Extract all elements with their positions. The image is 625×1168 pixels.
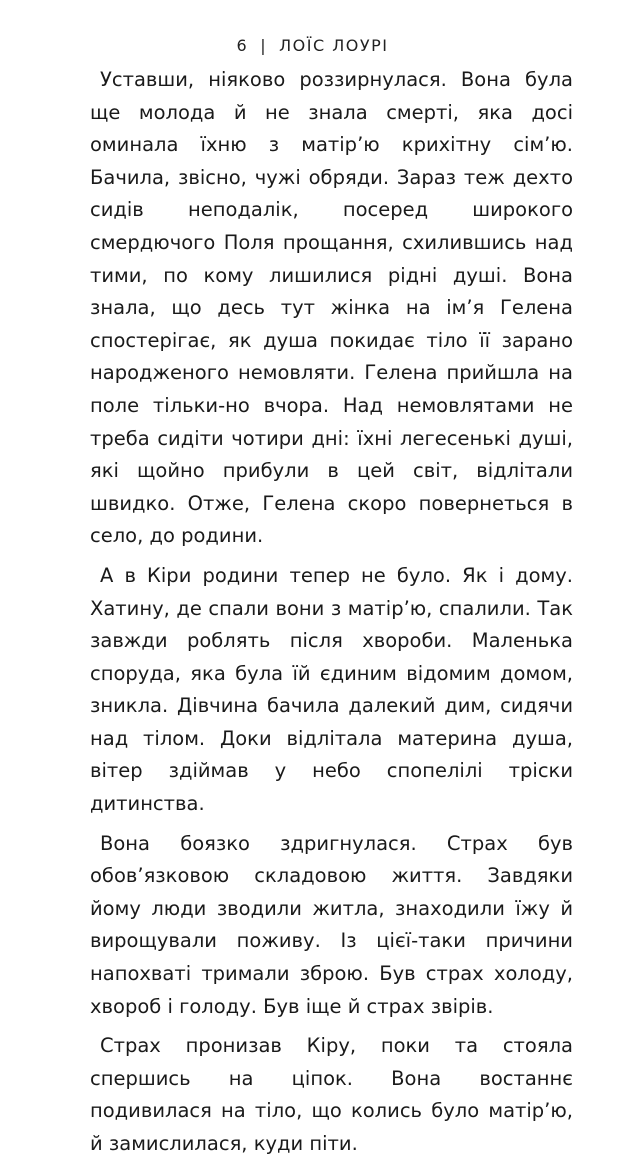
paragraph-4: Страх пронизав Кіру, поки та стояла спершись на ціпок. Вона востаннє подивилася на тіло, що колись було матір’ю, й замислилася, куди піти. — [90, 1034, 573, 1155]
paragraph-3: Вона боязко здригнулася. Страх був обов’язковою складовою життя. Завдяки йому люди зводили житла, знаходили їжу й вирощували поживу. Із цієї-таки причини напохваті тримали зброю. Був страх холоду, хвороб і голоду. Був іще й страх звірів. — [90, 831, 573, 1018]
paragraph-1: Уставши, ніяково роззирнулася. Вона була ще молода й не знала смерті, яка досі оминала їхню з матір’ю крихітну сім’ю. Бачила, звісно, чужі обряди. Зараз теж дехто сидів неподалік, посеред широкого смердючого Поля прощання, схилившись над тими, по кому лишилися рідні душі. Вона знала, що десь тут жінка на ім’я Гелена спостерігає, як душа покидає тіло її зарано народженого немовляти. Гелена прийшла на поле тільки-но вчора. Над немовлятами не треба сидіти чотири дні: їхні легесенькі душі, які щойно прибули в цей світ, відлітали швидко. Отже, Гелена скоро повернеться в село, до родини. — [90, 68, 573, 548]
body-text — [90, 64, 573, 1168]
header-separator: | — [260, 36, 268, 55]
paragraph-2: А в Кіри родини тепер не було. Як і дому. Хатину, де спали вони з матір’ю, спалили. Так завжди роблять після хвороби. Маленька споруда, яка була їй єдиним відомим домом, зникла. Дівчина бачила далекий дим, сидячи над тілом. Доки відлітала материна душа, вітер здіймав у небо спопелілі тріски дитинства. — [90, 563, 573, 816]
author-name: ЛОЇС ЛОУРІ — [279, 36, 389, 55]
page-number: 6 — [236, 36, 249, 55]
running-head — [0, 36, 625, 56]
